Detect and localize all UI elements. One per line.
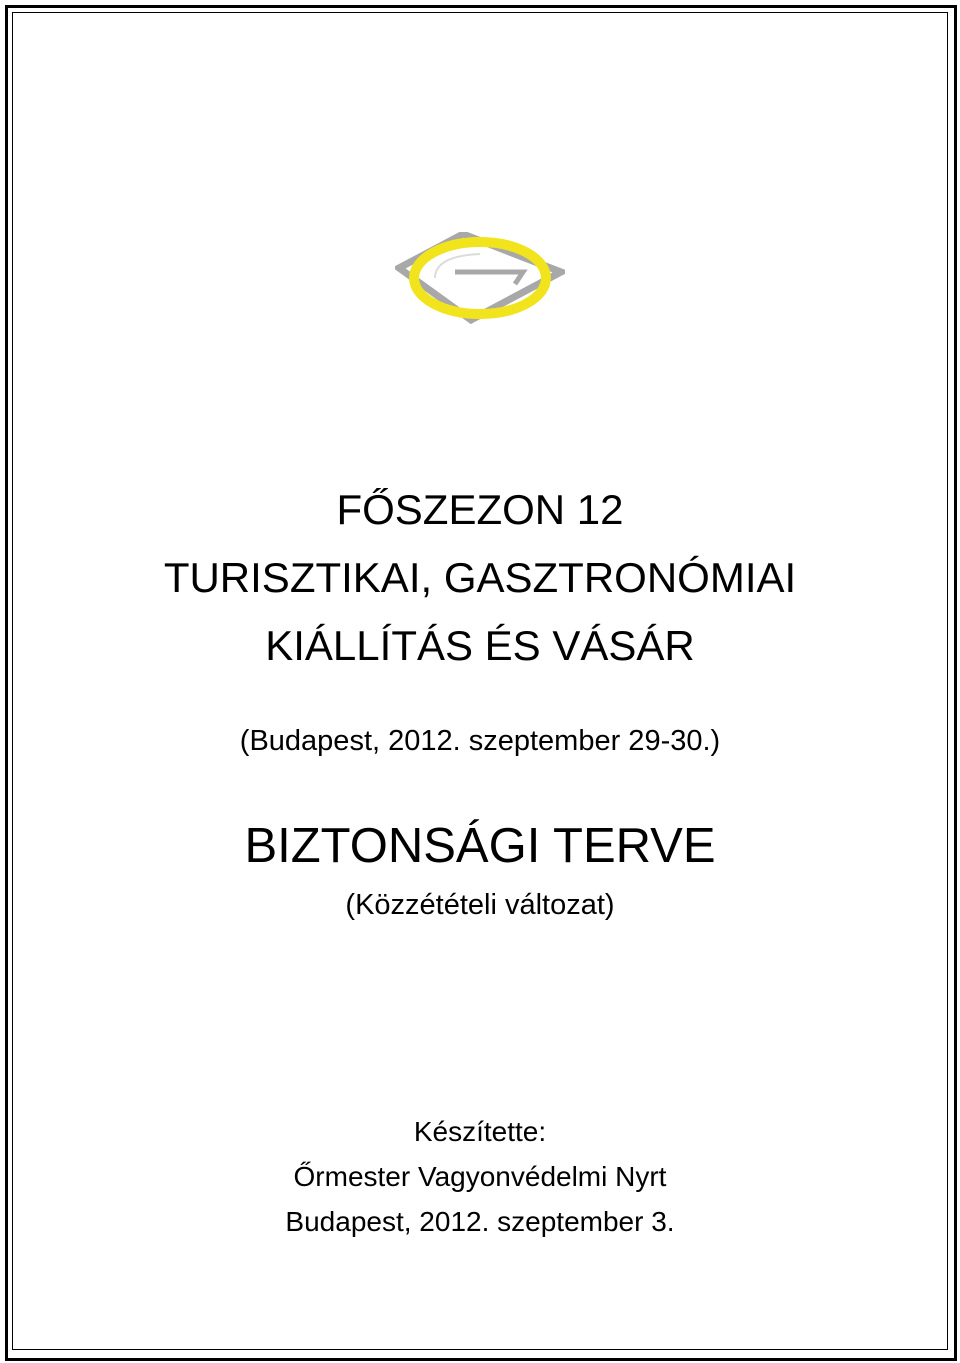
title-line-1: FŐSZEZON 12 xyxy=(336,486,624,533)
prepared-by-label: Készítette: xyxy=(413,1116,547,1147)
event-date: (Budapest, 2012. szeptember 29-30.) xyxy=(239,725,721,757)
company-logo-icon xyxy=(395,232,565,324)
prepared-by-company: Őrmester Vagyonvédelmi Nyrt xyxy=(293,1161,667,1192)
plan-subtitle: (Közzétételi változat) xyxy=(345,889,615,921)
title-line-3: KIÁLLÍTÁS ÉS VÁSÁR xyxy=(265,622,695,669)
prepared-date: Budapest, 2012. szeptember 3. xyxy=(285,1206,675,1237)
plan-title: BIZTONSÁGI TERVE xyxy=(244,819,716,873)
title-line-2: TURISZTIKAI, GASZTRONÓMIAI xyxy=(163,554,797,601)
